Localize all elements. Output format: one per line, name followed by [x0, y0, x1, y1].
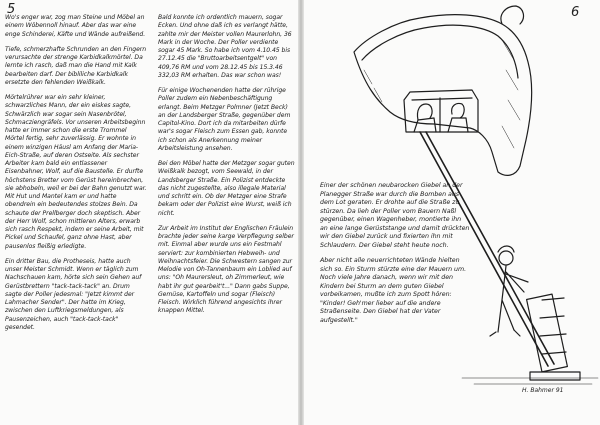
page-number-right: 6 [571, 5, 580, 20]
paragraph: Aber nicht alle neuerrichteten Wände hielten sich so. Ein Sturm stürzte eine der Mauern um. Noch viele Jahre danach, wenn wir mit den Kindern bei Sturm an dem guten Giebel vorbeikamen, mußte ich zum Spott hören: "Kinder! Geh'mer lieber auf die andere Straßenseite. Den Giebel hat der Vater aufgestellt." [320, 257, 467, 324]
paragraph: Bald konnte ich ordentlich mauern, sogar Ecken. Und ohne daß ich es verlangt hätte, zahlte mir der Meister vollen Maurerlohn, 36 Mark in der Woche. Der Poller verdiente sogar 45 Mark. So habe ich vom 4.10.45 bis 27.12.45 die "Bruttoarbeitsentgelt" von 409,76 RM und vom 28.12.45 bis 15.3.46 332,03 RM erhalten. Das war schon was! [158, 14, 292, 79]
jack-base [527, 294, 568, 372]
paragraph: Für einige Wochenenden hatte der rührige Poller zudem ein Nebenbeschäftigung erlangt. Beim Metzger Polmner (Jetzt Beck) an der Landsberger Straße, gegenüber dem Capitol-Kino. Dort ich da mitarbeiten dürfe war's sogar Fleisch zum Essen gab, konnte ich schon als Anerkennung meiner Arbeitsleistung ansehen. [158, 87, 291, 152]
worker-head [499, 251, 513, 265]
right-page-text [320, 182, 470, 332]
left-page-column-1 [5, 14, 147, 339]
left-page-column-2 [158, 14, 296, 323]
paragraph: Ein dritter Bau, die Protheseis, hatte auch unser Meister Schmidt. Wenn er täglich zum Nachschauen kam, hörte sich sein Gehen auf Gerüstbrettern "tack-tack-tack" an. Drum sagte der Poller jedesmal: "Jetzt kimmt der Lahmacher Sender". Der hatte im Krieg, zwischen den Luftkriegsmeldungen, als Pausenzeichen, auch "tack-tack-tack" gesendet. [5, 257, 142, 331]
artist-signature: H. Bahmer 91 [522, 387, 564, 394]
paragraph: Tiefe, schmerzhafte Schrunden an den Fingern verursachte der strenge Karbidkalkmörtel. Da lernte ich rasch, daß man die Hand mit Kalk bearbeiten darf. Der bibliliche Karbidkalk ersetzte den fehlenden Weißkalk. [5, 45, 147, 86]
paragraph: Einer der schönen neubarocken Giebel an der Planegger Straße war durch die Bomben aus dem Lot geraten. Er drohte auf die Straße zu stürzen. Da lieh der Poller vom Bauern Naßl gegenüber, einen Wagenheber, montierte ihn an eine lange Gerüststange und damit drückten wir den Giebel zurück und fixierten ihn mit Schlaudern. Der Giebel steht heute noch. [320, 182, 470, 249]
paragraph: Wo's enger war, zog man Steine und Möbel an einem Wöbennoll hinauf. Aber das war eine enge Schinderei, Käfte und Wände aufreißend. [5, 14, 146, 38]
paragraph: Mörtelrührer war ein sehr kleiner, schwarzliches Mann, der ein eiskes sagte, Schwärzlich war sogar sein Nasenbrötel, Schmacziengräfels. Vor unseren Arbeitsbeginn hatte er immer schon die erste Trommel Mörtel fertig, sehr zuverlässig. Er wohnte in einem winzigen Häusl am Anfang der Maria-Eich-Straße, auf deren Ostseite. Als sechster Arbeiter kam bald ein entlassener Eisenbahner, Wolf, auf die Baustelle. Er durfte höchstens Bretter vom Gerüst hereinbrechen, sie abhobeln, weil er bei der Bahn genutzt war. Mit Hut und Mantel kam er und hatte obendrein ein bedeutendes stolzes Bein. Da schaute der Prellberger doch skeptisch. Aber der Herr Wolf, schon mittleren Alters, erwarb sich rasch Respekt, indem er seine Arbeit, mit Pickel und Schaufel, ganz ohne Hast, aber pausenlos fleißig erledigte. [5, 94, 147, 250]
paragraph: Zur Arbeit im Institut der Englischen Fräulein brachte jeder seine karge Verpflegung selber mit. Einmal aber wurde uns ein Festmahl serviert: zur kombinierten Hebweih- und Weihnachtsfeier. Die Schwestern sangen zur Melodie von Oh-Tannenbaum ein Loblied auf uns: "Oh Maurersleut, oh Zimmerleut, wie habt ihr gut gearbeit't..." Dann gabs Suppe, Gemüse, Kartoffeln und sogar (Fleisch) Fleisch. Wirklich führend angesichts ihrer knappen Mittel. [158, 224, 294, 315]
baroque-gable [354, 15, 532, 176]
page-number-left: 5 [7, 2, 16, 17]
paragraph: Bei den Möbel hatte der Metzger sogar guten Weißkalk bezogt, vom Seewald, in der Landsberger Straße. Ein Polizist entdeckte das nicht zugestellte, also illegale Material und schritt ein. Ob der Metzger eine Strafe bekam oder der Polizist eine Wurst, weiß ich nicht. [158, 160, 295, 217]
